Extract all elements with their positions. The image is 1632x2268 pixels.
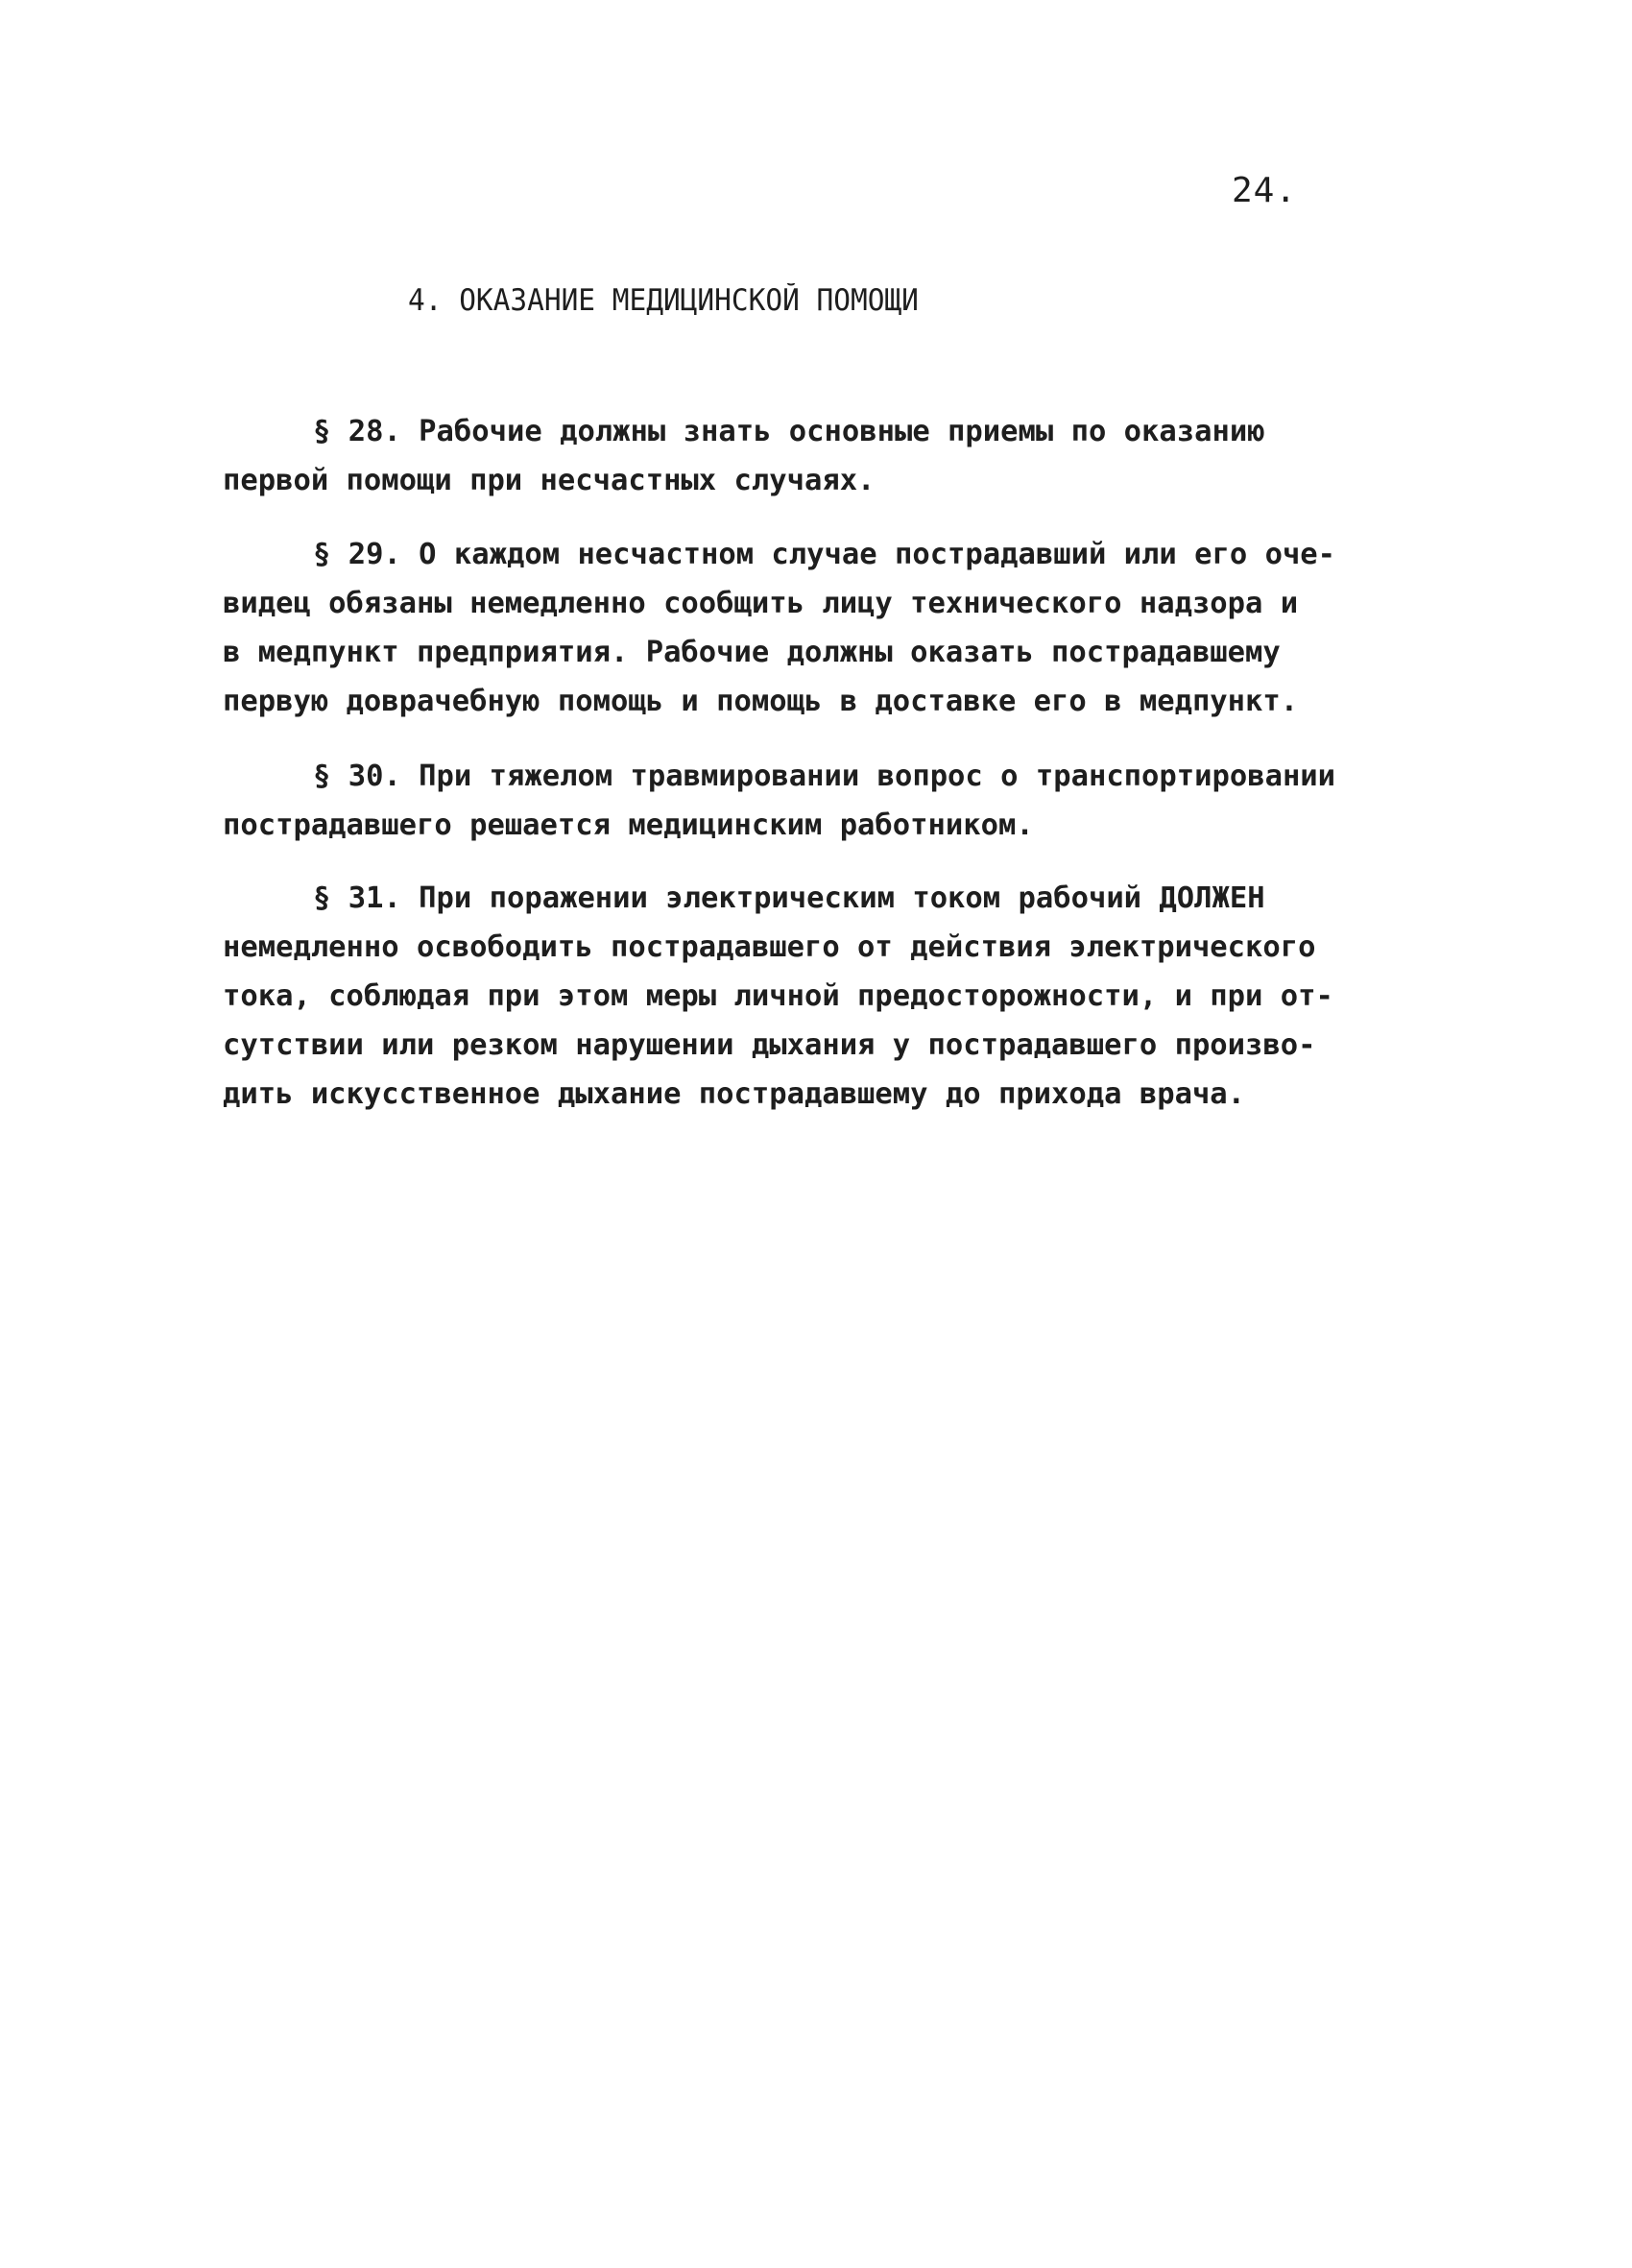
paragraph-29 [223,530,1413,726]
paragraph-line: тока, соблюдая при этом меры личной предосторожности, и при от- [223,979,1333,1013]
paragraph-line: пострадавшего решается медицинским работником. [223,808,1034,842]
paragraph-line: немедленно освободить пострадавшего от действия электрического [223,930,1316,964]
paragraph-line: сутствии или резком нарушении дыхания у пострадавшего произво- [223,1028,1316,1062]
page-number: 24. [1232,171,1298,210]
section-title: 4. ОКАЗАНИЕ МЕДИЦИНСКОЙ ПОМОЩИ [408,283,919,318]
paragraph-line: § 28. Рабочие должны знать основные приемы по оказанию [313,415,1265,448]
paragraph-line: § 31. При поражении электрическим током рабочий ДОЛЖЕН [313,881,1265,915]
paragraph-line: § 30. При тяжелом травмировании вопрос о транспортировании [313,760,1336,793]
paragraph-line: первую доврачебную помощь и помощь в доставке его в медпункт. [223,685,1299,718]
paragraph-30 [223,752,1413,850]
paragraph-line: дить искусственное дыхание пострадавшему до прихода врача. [223,1077,1246,1111]
paragraph-31 [223,874,1413,1119]
paragraph-28 [223,407,1413,505]
paragraph-line: видец обязаны немедленно сообщить лицу технического надзора и [223,587,1299,620]
paragraph-line: первой помощи при несчастных случаях. [223,464,876,497]
paragraph-line: в медпункт предприятия. Рабочие должны оказать пострадавшему [223,636,1281,669]
paragraph-line: § 29. О каждом несчастном случае пострадавший или его оче- [313,538,1336,571]
